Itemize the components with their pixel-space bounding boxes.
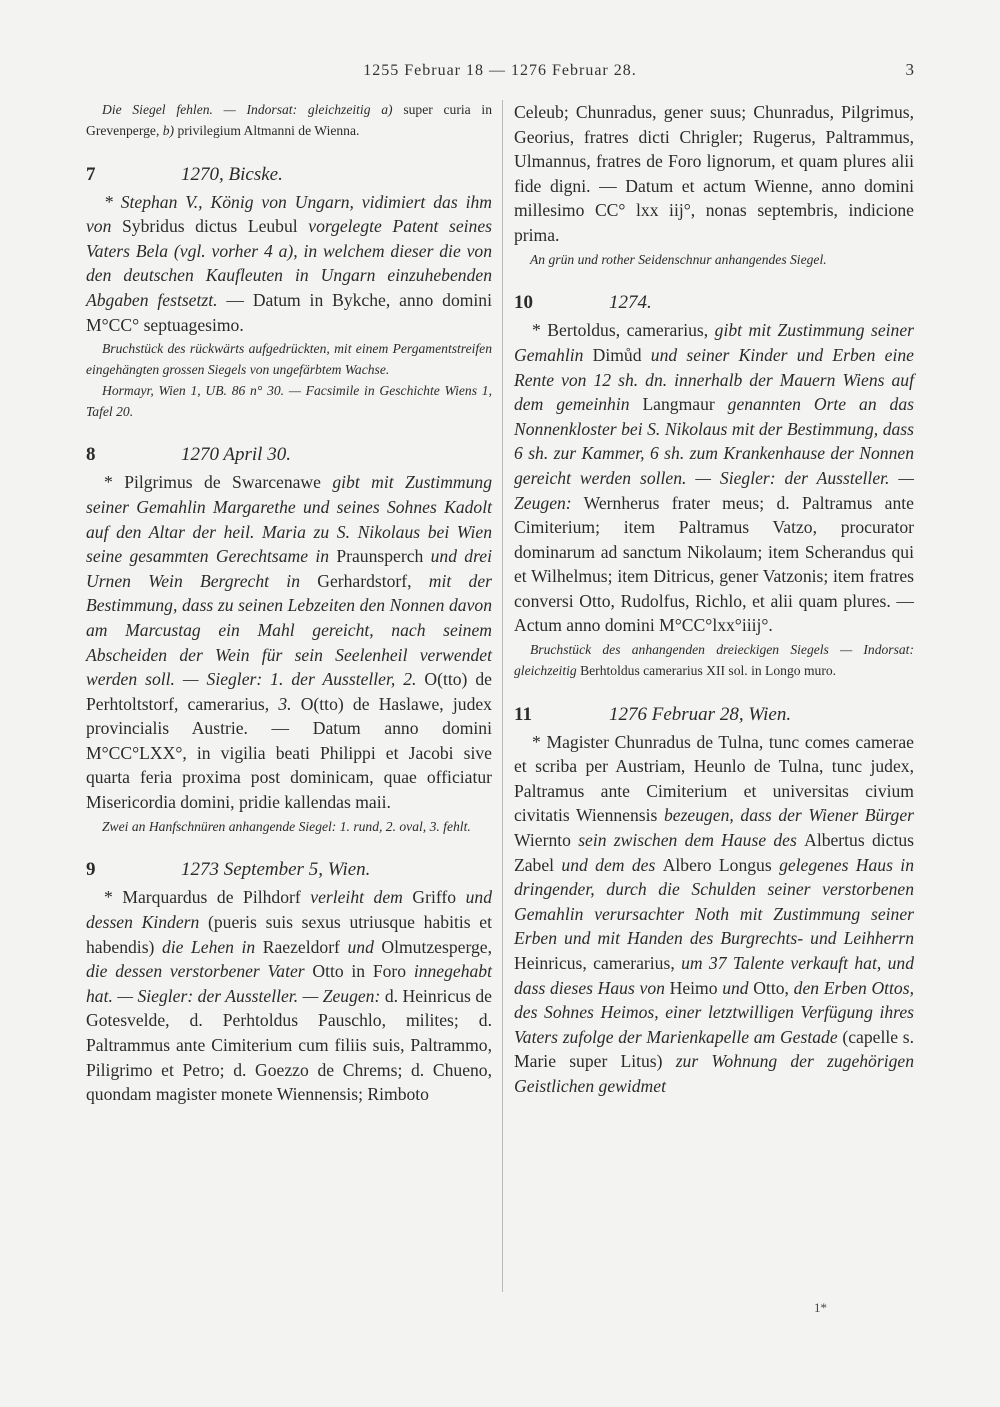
italic-text-run: gibt mit Zustimmung seiner Gemahlin Margarethe und seines Sohnes Kadolt auf den Altar der heil. Maria zu S. Nikolaus bei Wien seine gesammten Gerechtsame in	[86, 472, 492, 567]
text-run: Langmaur	[642, 394, 728, 415]
entry-10-body	[514, 318, 914, 638]
text-run: Otto,	[753, 977, 794, 998]
italic-text-run: den Erben Ottos, des Sohnes Heimos, einer letztwilligen Verfügung ihres Vaters zufolge der Marienkapelle am Gestade	[514, 977, 914, 1047]
italic-text-run: * Stephan V., König von Ungarn, vidimiert das ihm von	[86, 191, 492, 237]
text-run: Wernherus frater meus; d. Paltramus ante Cimiterium; item Paltramus Vatzo, procurator dominarum ad sanctum Nikolaum; item Scherandus qui et Wilhelmus; item Ditricus, gener Vatzonis; item fratres conversi Otto, Rudolfus, Richlo, et alii quam plures. — Actum anno domini M°CC°lxx°iiij°.	[514, 492, 914, 636]
text-run: Pilgrimus de Swarcenawe	[124, 472, 333, 493]
entry-8-body	[86, 470, 492, 814]
text-run: * Bertoldus, camerarius,	[532, 320, 715, 341]
text-run: O(tto) de Perhtoltstorf, camerarius,	[86, 669, 492, 714]
entry-10-seal-note	[514, 640, 914, 682]
text-run: * Magister Chunradus de Tulna, tunc comes camerae et scriba per Austriam, Heunlo de Tulna, tunc judex, Paltramus ante Cimiterium et universitas civium civitatis Wiennensis	[514, 731, 914, 826]
entry-11-heading	[514, 704, 914, 726]
text-run: — Datum in Bykche, anno domini M°CC° septuagesimo.	[86, 289, 492, 335]
italic-text-run: um 37 Talente verkauft hat, und dass dieses Haus von	[514, 953, 914, 998]
entry-7-reference: Hormayr, Wien 1, UB. 86 n° 30. — Facsimile in Geschichte Wiens 1, Tafel 20.	[86, 382, 492, 419]
text-run: Sybridus dictus Leubul	[122, 216, 309, 237]
italic-text-run: sein zwischen dem Hause des	[578, 830, 805, 851]
italic-text-run: und drei Urnen Wein Bergrecht in	[86, 546, 492, 591]
entry-date: 1270, Bicske.	[181, 163, 283, 185]
text-run: Heinricus, camerarius,	[514, 953, 682, 974]
entry-date: 1276 Februar 28, Wien.	[609, 703, 792, 725]
text-run: (pueris suis sexus utriusque habitis et habendis)	[86, 912, 493, 957]
italic-text-run: die dessen verstorbener Vater	[86, 961, 313, 982]
text-run: * Marquardus de Pilhdorf	[104, 887, 311, 908]
entry-number: 11	[514, 703, 532, 725]
italic-text-run: Bruchstück des anhangenden dreieckigen Siegels — Indorsat: gleichzeitig	[514, 642, 914, 678]
previous-entry-note	[86, 100, 492, 142]
entry-11-body	[514, 730, 914, 1099]
entry-8-heading	[86, 444, 492, 466]
text-run: Albero Longus	[662, 854, 780, 875]
entry-number: 7	[86, 163, 96, 185]
entry-9-continuation: Celeub; Chunradus, gener suus; Chunradus, Pilgrimus, Georius, fratres dicti Chrigler; Rugerus, Paltrammus, Ulmannus, fratres de Foro lignorum, et quam plures alii fide digni. — Datum et actum Wienne, anno domini millesimo CC° lxx iij°, nonas septembris, indicione prima.	[514, 102, 914, 245]
text-run: Olmutzesperge,	[381, 936, 492, 957]
text-run: (capelle s. Marie super Litus)	[514, 1026, 914, 1072]
italic-text-run: und dem des	[561, 854, 663, 875]
text-run: Otto in Foro	[312, 961, 414, 982]
italic-text-run: genannten Orte an das Nonnenkloster bei S. Nikolaus mit der Bestimmung, dass 6 sh. zur Kammer, 6 sh. zum Krankenhause der Nonnen gereicht werden sollen. — Siegler: der Aussteller. — Zeugen:	[514, 394, 914, 513]
italic-text-run: die Lehen in	[161, 936, 263, 957]
entry-number: 9	[86, 859, 96, 881]
italic-text-run: Die Siegel fehlen. — Indorsat: gleichzeitig a)	[102, 102, 393, 117]
entry-8-seal-note: Zwei an Hanfschnüren anhangende Siegel: 1. rund, 2. oval, 3. fehlt.	[102, 818, 471, 834]
text-run: Griffo	[412, 887, 466, 908]
text-run: super curia in Grevenperge,	[86, 102, 492, 138]
italic-text-run: gelegenes Haus in dringender, durch die Schulden seiner verstorbenen Gemahlin verursachter Noth mit Zustimmung seiner Erben und mit Handen des Burgrechts- und Leihherrn	[514, 854, 914, 949]
entry-10-heading	[514, 292, 914, 314]
text-run: Wiernto	[514, 830, 579, 851]
text-run: Raezeldorf	[262, 936, 348, 957]
entry-date: 1270 April 30.	[181, 444, 291, 466]
page-number: 3	[905, 60, 914, 79]
entry-date: 1274.	[609, 292, 652, 314]
italic-text-run: verleiht dem	[310, 887, 413, 908]
entry-9-seal-note: An grün und rother Seidenschnur anhangendes Siegel.	[530, 251, 827, 267]
text-run: *	[104, 472, 125, 493]
italic-text-run: bezeugen, dass der Wiener Bürger	[663, 805, 914, 826]
entry-number: 8	[86, 444, 96, 466]
italic-text-run: und seiner Kinder und Erben eine Rente von 12 sh. dn. innerhalb der Mauern Wiens auf dem gemeinhin	[514, 344, 914, 415]
left-column	[86, 100, 492, 1107]
entry-number: 10	[514, 292, 533, 314]
running-head: 1255 Februar 18 — 1276 Februar 28.	[363, 62, 637, 79]
right-column	[514, 100, 914, 1099]
italic-text-run: zur Wohnung der zugehörigen Geistlichen gewidmet	[514, 1051, 914, 1096]
text-run: Albertus dictus Zabel	[514, 830, 914, 875]
italic-text-run: 3.	[278, 693, 292, 714]
italic-text-run: und	[347, 936, 382, 957]
italic-text-run: innegehabt hat. — Siegler: der Aussteller. — Zeugen:	[86, 961, 492, 1006]
italic-text-run: gibt mit Zustimmung seiner Gemahlin	[514, 320, 914, 365]
entry-7-seal-note: Bruchstück des rückwärts aufgedrückten, mit einem Pergamentstreifen eingehängten grossen Siegels von ungefärbtem Wachse.	[86, 341, 492, 377]
italic-text-run: und dessen Kindern	[86, 887, 492, 933]
text-run: Dimůd	[592, 344, 651, 365]
signature-mark: 1*	[814, 1300, 827, 1315]
column-divider	[502, 100, 503, 1292]
text-run: Gerhardstorf,	[317, 570, 429, 591]
entry-7-heading	[86, 164, 492, 186]
text-run: O(tto) de Haslawe, judex provincialis Austrie. — Datum anno domini M°CC°LXX°, in vigilia beati Philippi et Jacobi sive quarta feria proxima post dominicam, quae officiatur Misericordia domini, pridie kallendas maii.	[86, 693, 492, 813]
italic-text-run: b)	[162, 122, 175, 138]
italic-text-run: vorgelegte Patent seines Vaters Bela (vgl. vorher 4 a), in welchem dieser die von den deutschen Kaufleuten in Ungarn einzuhebenden Abgaben festsetzt.	[86, 216, 492, 310]
entry-date: 1273 September 5, Wien.	[181, 859, 371, 881]
entry-9-heading	[86, 859, 492, 881]
text-run: Berhtoldus camerarius XII sol. in Longo muro.	[580, 662, 837, 678]
text-run: d. Heinricus de Gotesvelde, d. Perhtoldus Pauschlo, milites; d. Paltrammus ante Cimiterium cum filiis suis, Paltrammo, Piligrimo et Petro; d. Goezzo de Chrems; d. Chueno, quondam magister monete Wiennensis; Rimboto	[86, 985, 492, 1105]
entry-7-body	[86, 190, 492, 338]
entry-9-body	[86, 885, 492, 1106]
text-run: Heimo	[669, 977, 723, 998]
italic-text-run: mit der Bestimmung, dass zu seinen Lebzeiten den Nonnen davon am Marcustag ein Mahl gereicht, nach seinem Abscheiden der Wein für sein Seelenheil verwendet werden soll. — Siegler: 1. der Aussteller, 2.	[86, 570, 492, 690]
text-run: Praunsperch	[336, 546, 431, 567]
italic-text-run: und	[722, 977, 754, 998]
text-run: privilegium Altmanni de Wienna.	[174, 122, 360, 138]
